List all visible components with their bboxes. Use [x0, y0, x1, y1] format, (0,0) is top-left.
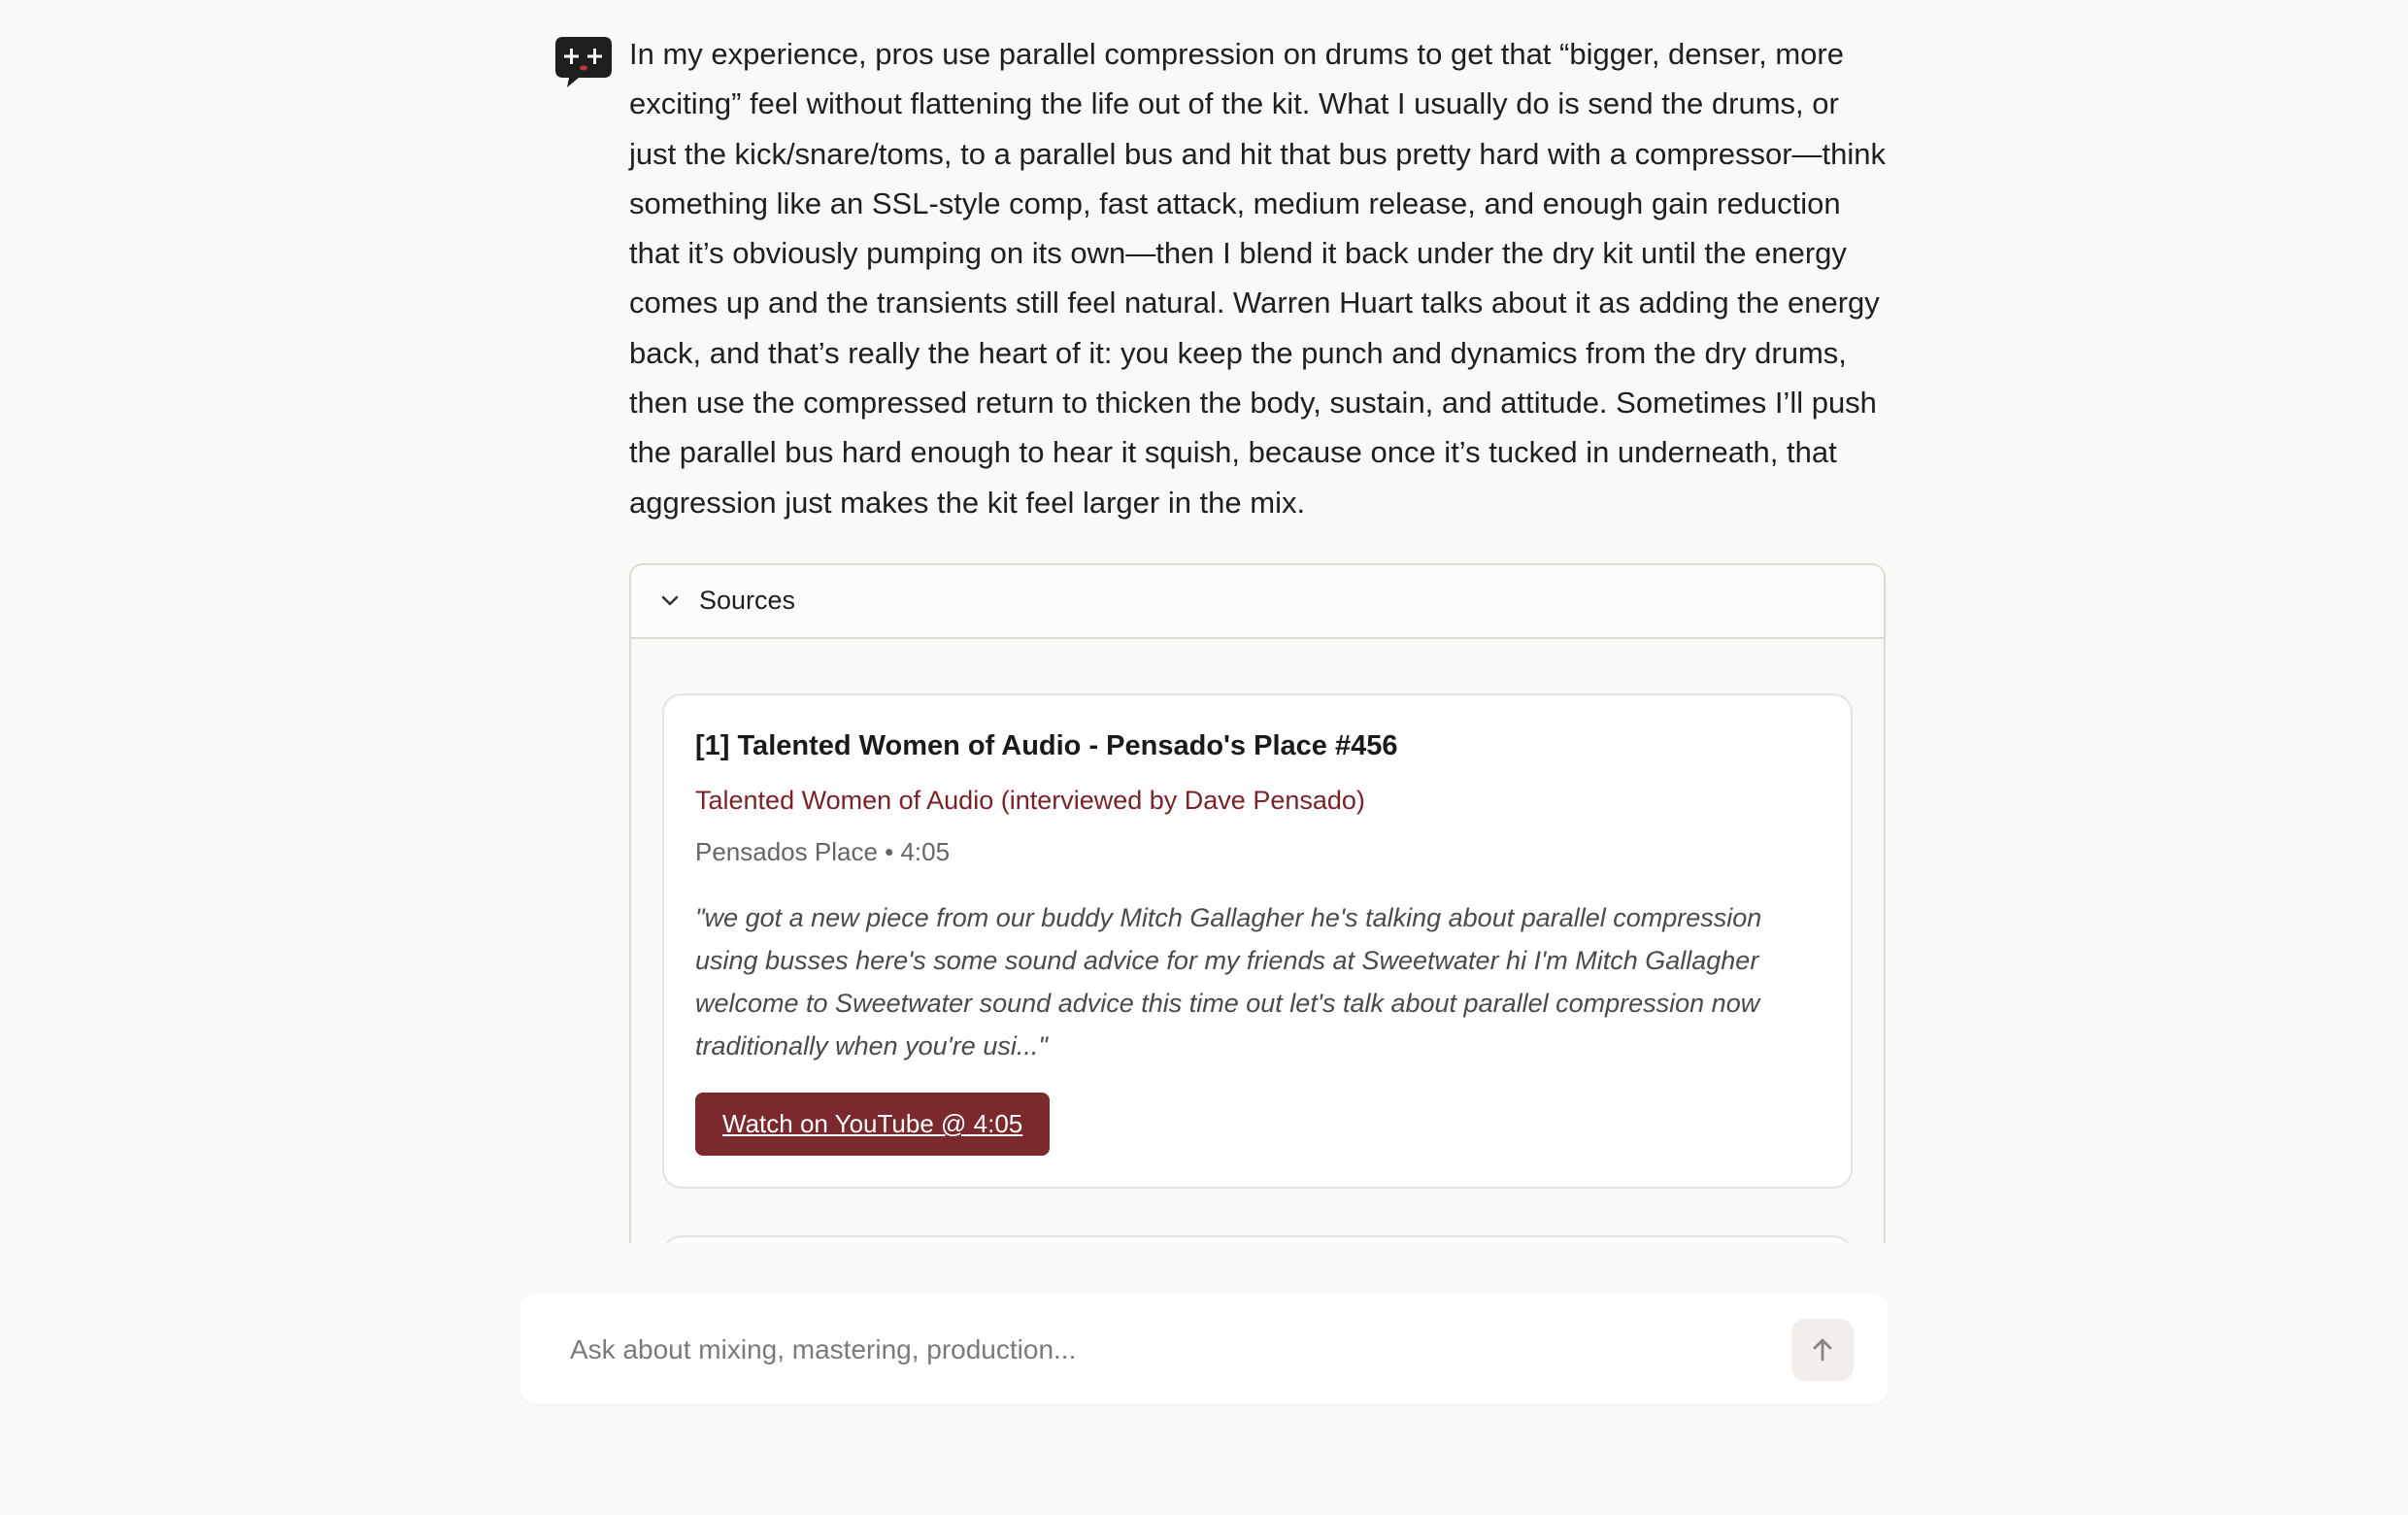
source-meta: Pensados Place • 4:05: [695, 836, 951, 866]
source-card: [662, 1235, 1853, 1243]
sources-label: Sources: [699, 586, 796, 616]
sources-toggle[interactable]: [631, 565, 1884, 639]
source-card: [662, 693, 1853, 1189]
send-button[interactable]: [1791, 1319, 1854, 1381]
assistant-avatar-icon: [553, 35, 614, 89]
source-subtitle: Talented Women of Audio (interviewed by Dave Pensado): [695, 785, 1365, 815]
chevron-down-icon: [658, 589, 682, 613]
source-quote: "we got a new piece from our buddy Mitch Gallagher he's talking about parallel compression using busses here's some sound advice for my friends at Sweetwater hi I'm Mitch Gallagher welcome to Sweetwater sound advice this time out let's talk about parallel compression now traditionally when you're usi...": [695, 902, 1762, 1060]
composer: [519, 1294, 1889, 1404]
source-title: [1] Talented Women of Audio - Pensado's Place #456: [695, 729, 1398, 761]
sources-panel: [629, 563, 1886, 1243]
chat-input[interactable]: [568, 1294, 1756, 1406]
message-text: In my experience, pros use parallel compression on drums to get that “bigger, denser, more exciting” feel without flattening the life out of the kit. What I usually do is send the drums, or just the kick/snare/toms, to a parallel bus and hit that bus pretty hard with a compressor—think something like an SSL-style comp, fast attack, medium release, and enough gain reduction that it’s obviously pumping on its own—then I blend it back under the dry kit until the energy comes up and the transients still feel natural. Warren Huart talks about it as adding the energy back, and that’s really the heart of it: you keep the punch and dynamics from the dry drums, then use the compressed return to thicken the body, sustain, and attitude. Sometimes I’ll push the parallel bus hard enough to hear it squish, because once it’s tucked in underneath, that aggression just makes the kit feel larger in the mix.: [629, 37, 1887, 520]
watch-on-youtube-button[interactable]: Watch on YouTube @ 4:05: [695, 1093, 1050, 1156]
assistant-message: [629, 29, 1891, 1243]
arrow-up-icon: [1807, 1334, 1838, 1365]
